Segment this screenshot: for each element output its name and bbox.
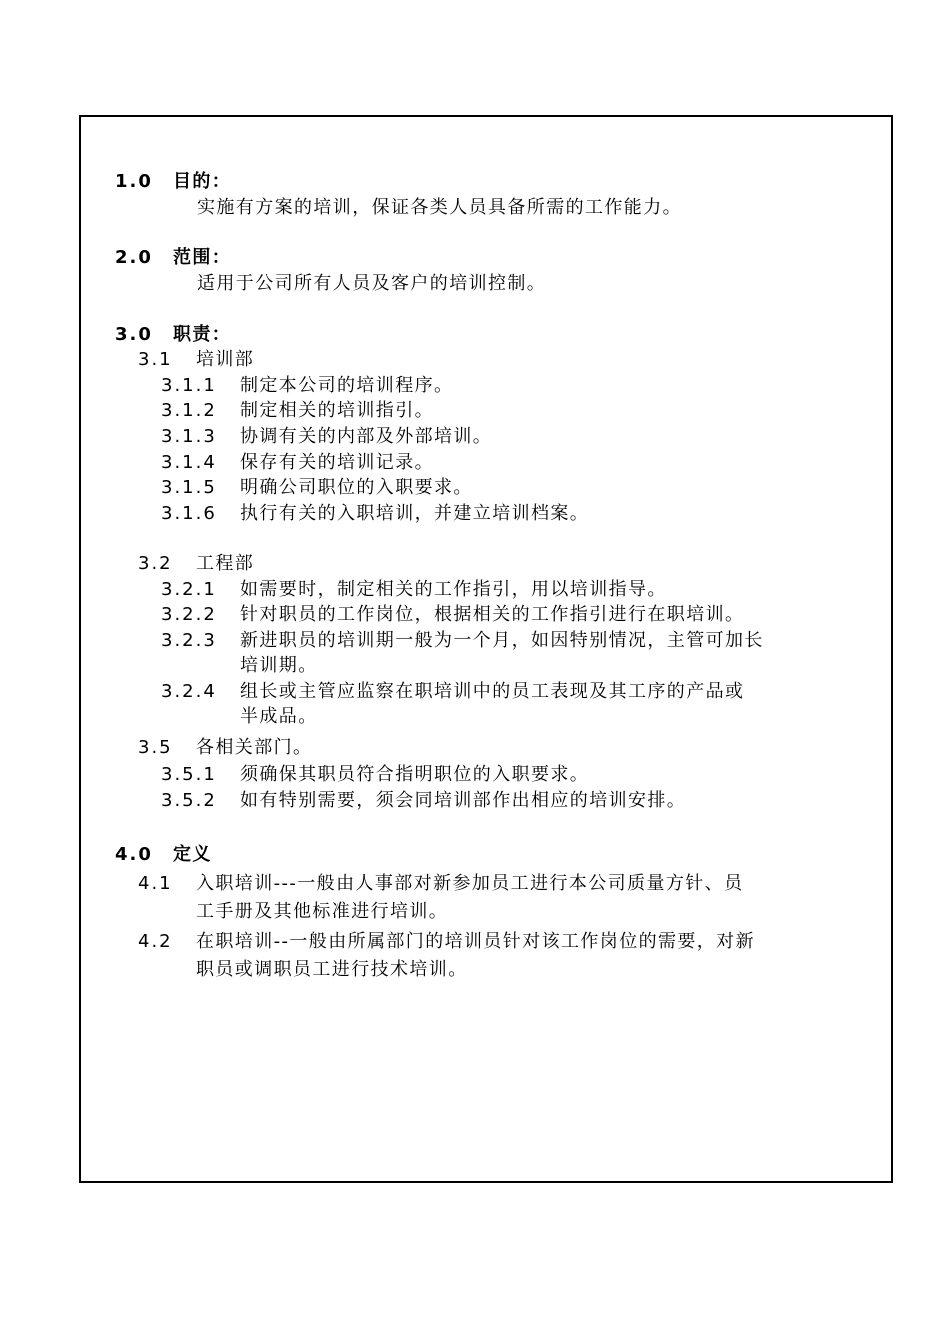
definition-text: 入职培训---一般由人事部对新参加员工进行本公司质量方针、员 [196,873,744,894]
section-text: 适用于公司所有人员及客户的培训控制。 [197,273,547,294]
subsection-title: 各相关部门。 [196,737,313,758]
item-number: 3.1.1 [161,375,217,396]
item-number: 3.1.4 [161,452,217,473]
item-number: 3.2.2 [161,604,217,625]
item-number: 3.5.1 [161,764,217,785]
item-number: 3.1.3 [161,426,217,447]
item-number: 3.2.4 [161,681,217,702]
definition-text-continued: 工手册及其他标准进行培训。 [196,901,449,922]
item-text-continued: 培训期。 [240,655,318,676]
section-heading: 目的： [173,171,232,192]
subsection-number: 3.1 [138,349,173,370]
section-number: 3.0 [115,324,153,345]
section-heading: 范围： [173,247,232,268]
section-heading: 定义 [173,844,212,865]
definition-text: 在职培训--一般由所属部门的培训员针对该工作岗位的需要，对新 [196,931,755,952]
subsection-title: 培训部 [196,349,255,370]
subsection-number: 3.5 [138,737,173,758]
item-text: 保存有关的培训记录。 [240,452,434,473]
subsection-number: 3.2 [138,553,173,574]
section-number: 4.0 [115,844,153,865]
item-text: 协调有关的内部及外部培训。 [240,426,493,447]
item-text: 新进职员的培训期一般为一个月，如因特别情况，主管可加长 [240,630,764,651]
item-text: 须确保其职员符合指明职位的入职要求。 [240,764,590,785]
item-number: 3.2.1 [161,579,217,600]
section-heading: 职责： [173,324,232,345]
item-text-continued: 半成品。 [240,706,318,727]
item-text: 明确公司职位的入职要求。 [240,477,473,498]
subsection-title: 工程部 [196,553,255,574]
item-text: 组长或主管应监察在职培训中的员工表现及其工序的产品或 [240,681,745,702]
item-number: 3.1.2 [161,400,217,421]
definition-number: 4.1 [138,873,173,894]
item-number: 3.2.3 [161,630,217,651]
section-text: 实施有方案的培训，保证各类人员具备所需的工作能力。 [197,197,682,218]
item-text: 如有特别需要，须会同培训部作出相应的培训安排。 [240,790,687,811]
item-text: 制定本公司的培训程序。 [240,375,454,396]
definition-text-continued: 职员或调职员工进行技术培训。 [196,959,468,980]
item-text: 制定相关的培训指引。 [240,400,434,421]
item-number: 3.1.6 [161,503,217,524]
item-number: 3.1.5 [161,477,217,498]
item-text: 针对职员的工作岗位，根据相关的工作指引进行在职培训。 [240,604,745,625]
item-number: 3.5.2 [161,790,217,811]
item-text: 执行有关的入职培训，并建立培训档案。 [240,503,590,524]
section-number: 2.0 [115,247,153,268]
definition-number: 4.2 [138,931,173,952]
section-number: 1.0 [115,171,153,192]
item-text: 如需要时，制定相关的工作指引，用以培训指导。 [240,579,667,600]
